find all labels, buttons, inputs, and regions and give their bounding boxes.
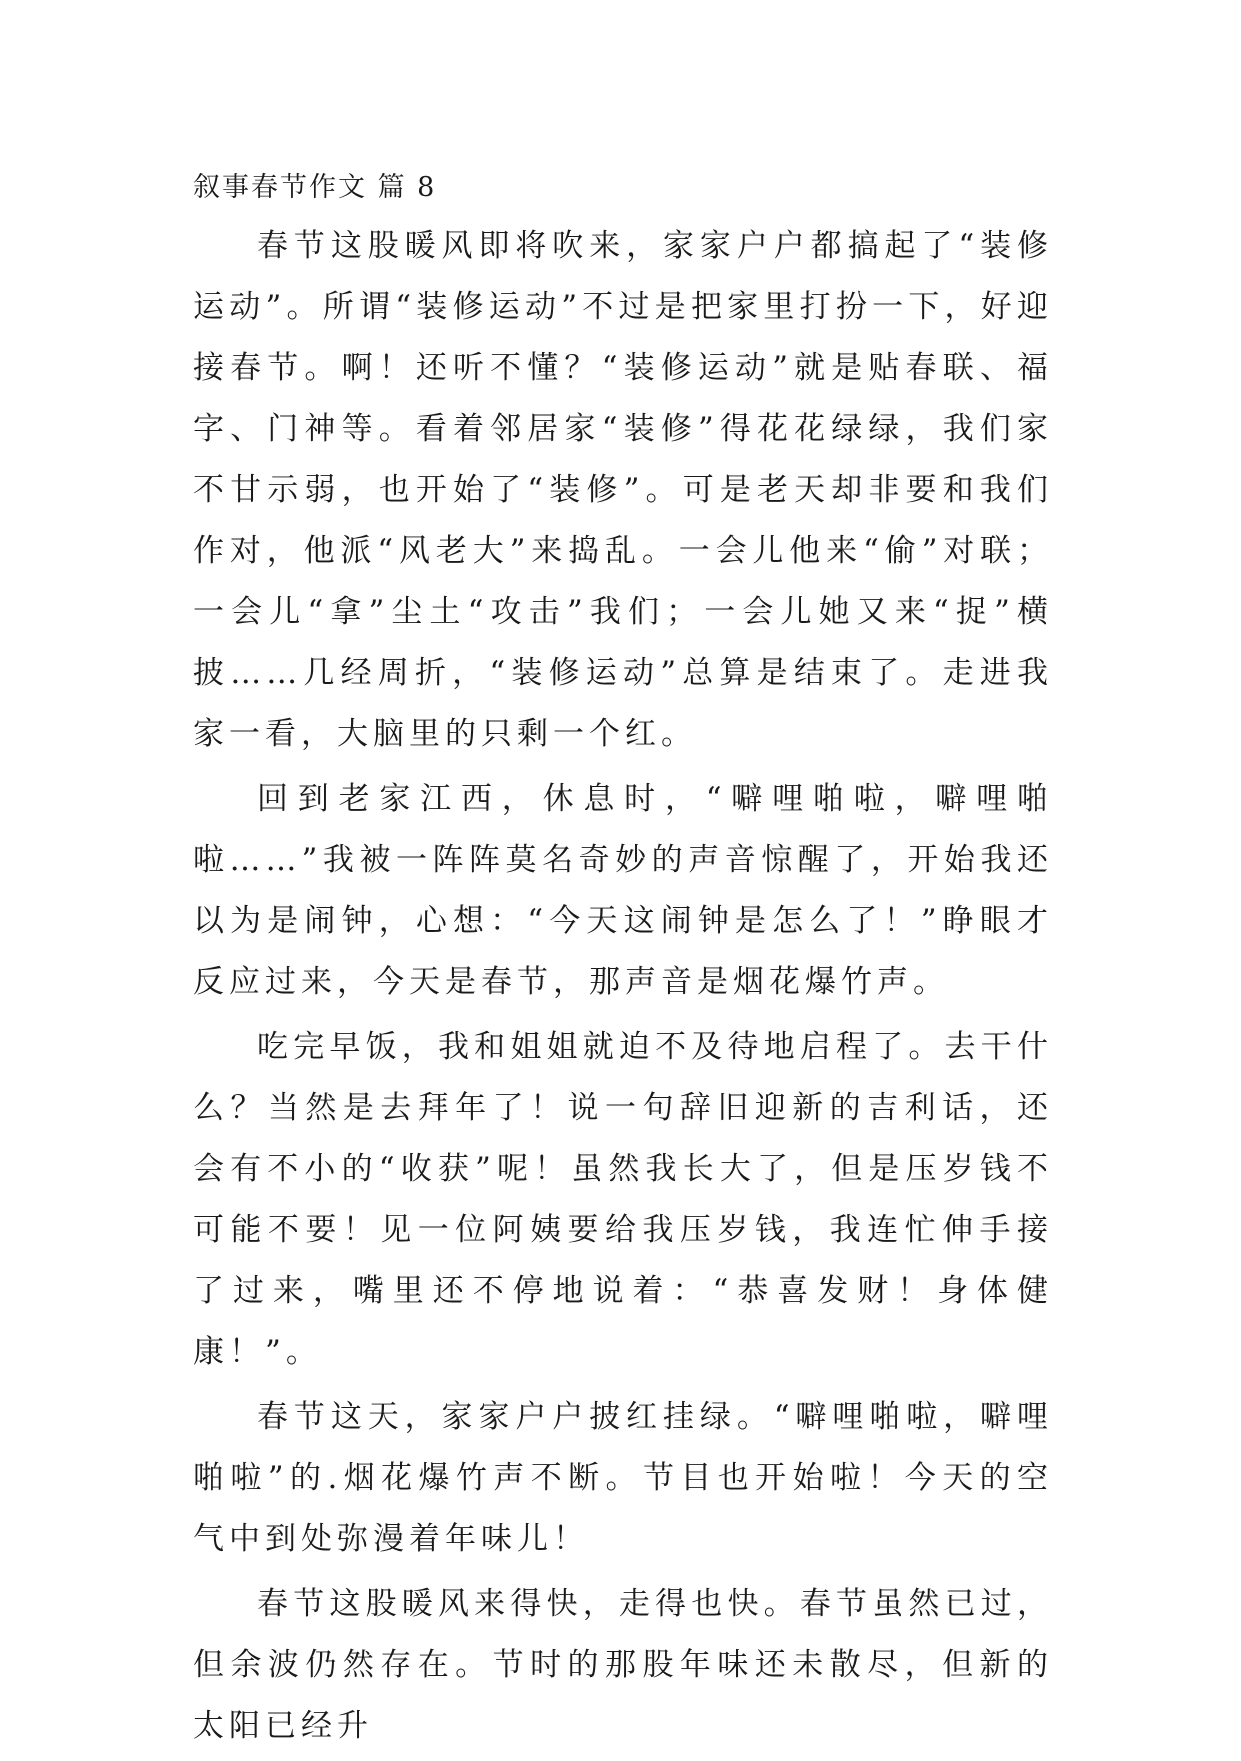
paragraph-3: 吃完早饭，我和姐姐就迫不及待地启程了。去干什么？当然是去拜年了！说一句辞旧迎新的吉利话，还会有不小的“收获”呢！虽然我长大了，但是压岁钱不可能不要！见一位阿姨要给我压岁钱，我连忙伸手接了过来，嘴里还不停地说着：“恭喜发财！身体健康！”。 [193, 1029, 1053, 1370]
document-title: 叙事春节作文 篇 8 [193, 172, 437, 203]
paragraph-5: 春节这股暖风来得快，走得也快。春节虽然已过，但余波仍然存在。节时的那股年味还未散尽，但新的太阳已经升 [193, 1586, 1053, 1744]
paragraph-2: 回到老家江西，休息时，“噼哩啪啦，噼哩啪啦……”我被一阵阵莫名奇妙的声音惊醒了，开始我还以为是闹钟，心想：“今天这闹钟是怎么了！”睁眼才反应过来，今天是春节，那声音是烟花爆竹声。 [193, 781, 1053, 1000]
paragraph-1: 春节这股暖风即将吹来，家家户户都搞起了“装修运动”。所谓“装修运动”不过是把家里打扮一下，好迎接春节。啊！还听不懂？“装修运动”就是贴春联、福字、门神等。看着邻居家“装修”得花花绿绿，我们家不甘示弱，也开始了“装修”。可是老天却非要和我们作对，他派“风老大”来捣乱。一会儿他来“偷”对联；一会儿“拿”尘土“攻击”我们；一会儿她又来“捉”横披……几经周折，“装修运动”总算是结束了。走进我家一看，大脑里的只剩一个红。 [193, 228, 1053, 752]
document-page [193, 160, 1053, 1761]
paragraph-4: 春节这天，家家户户披红挂绿。“噼哩啪啦，噼哩啪啦”的.烟花爆竹声不断。节目也开始啦！今天的空气中到处弥漫着年味儿！ [193, 1399, 1053, 1557]
